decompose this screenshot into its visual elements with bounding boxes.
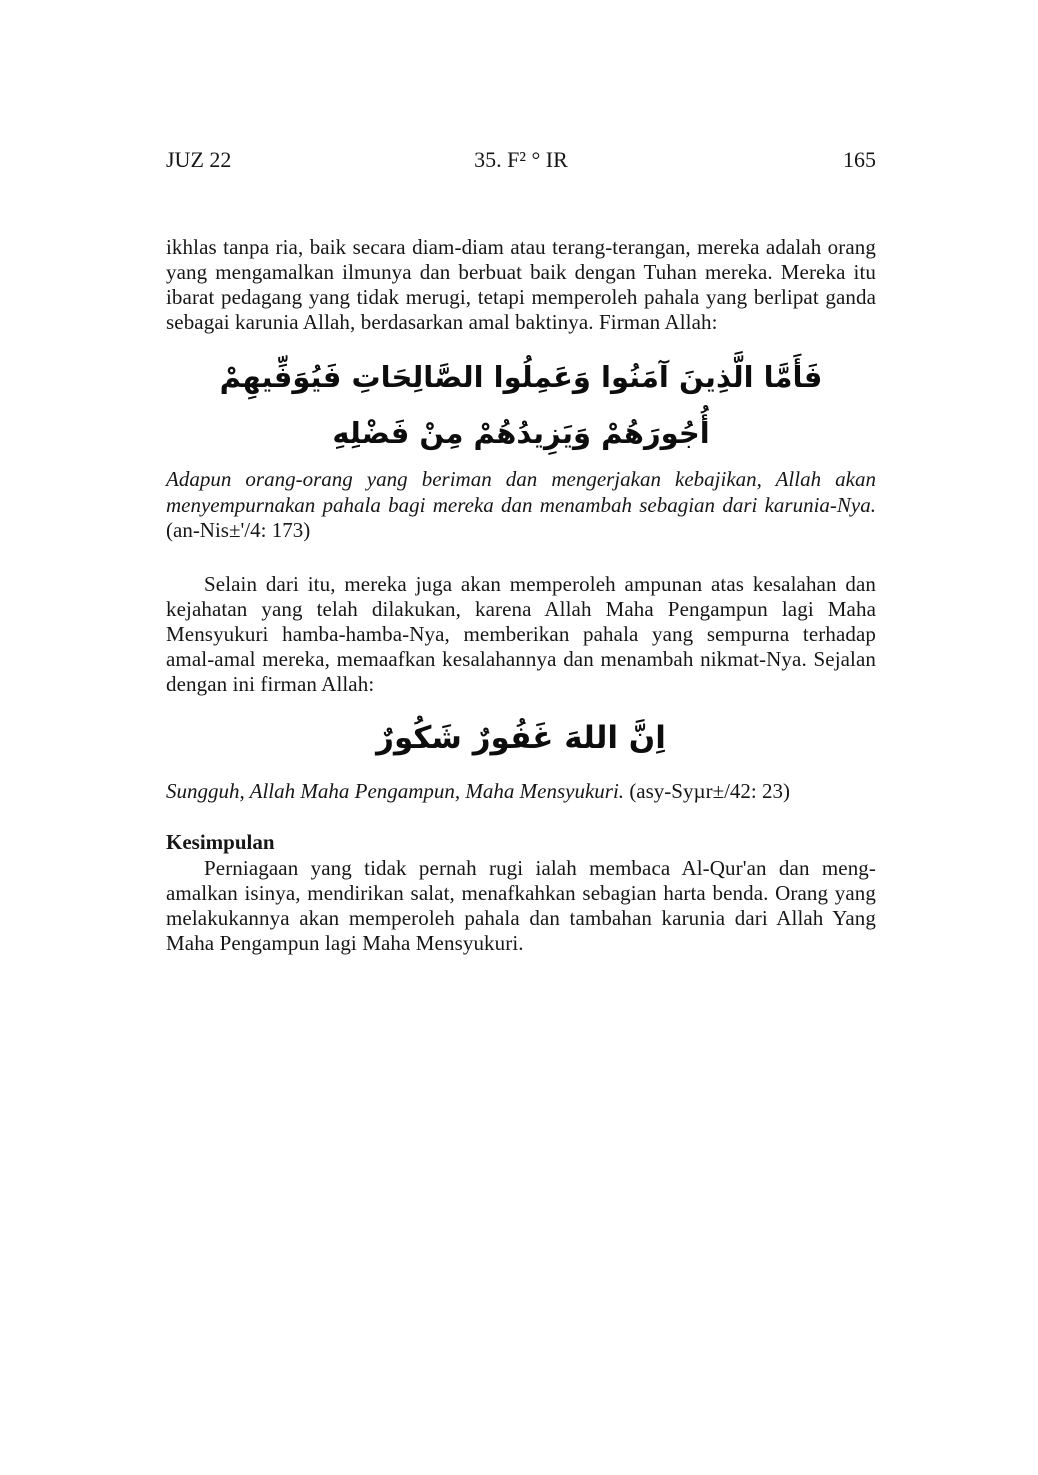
verse-reference-1: (an-Nis±'/4: 173) (166, 518, 311, 542)
arabic-verse-1: فَأَمَّا الَّذِينَ آمَنُوا وَعَمِلُوا الصَّالِحَاتِ فَيُوَفِّيهِمْ أُجُورَهُمْ وَيَزِيدُهُمْ مِنْ فَضْلِهِ (219, 360, 823, 450)
paragraph-kesimpulan: Perniagaan yang tidak pernah rugi ialah membaca Al-Qur'an dan meng-amalkan isinya, mendirikan salat, menafkahkan sebagian harta benda. Orang yang melakukannya akan memperoleh pahala dan tambahan karunia dari Allah Yang Maha Pengampun lagi Maha Mensyukuri. (166, 856, 876, 955)
translation-block-2 (166, 779, 876, 805)
page-number: 165 (843, 147, 876, 172)
kesimpulan-heading: Kesimpulan (166, 830, 275, 854)
translation-text-2: Sungguh, Allah Maha Pengampun, Maha Mensyukuri. (166, 778, 625, 803)
translation-block-1 (166, 467, 876, 544)
arabic-verse-2: اِنَّ اللهَ غَفُورٌ شَكُورٌ (376, 719, 666, 756)
paragraph-intro: ikhlas tanpa ria, baik secara diam-diam atau terang-terangan, mereka adalah orang yang mengamalkan ilmunya dan berbuat baik dengan Tuhan mereka. Mereka itu ibarat pedagang yang tidak merugi, tetapi memperoleh pahala yang berlipat ganda sebagai karunia Allah, berdasarkan amal baktinya. Firman Allah: (166, 235, 876, 334)
surah-title: 35. F² ° IR (474, 147, 568, 172)
verse-reference-2: (asy-Syµr±/42: 23) (629, 778, 791, 803)
translation-text-1: Adapun orang-orang yang beriman dan mengerjakan kebajikan, Allah akan menyempurnakan pahala bagi mereka dan menambah sebagian dari karunia-Nya. (166, 467, 876, 517)
page-header (166, 147, 876, 172)
page-content (166, 147, 876, 956)
juz-label: JUZ 22 (166, 147, 232, 172)
paragraph-ampunan: Selain dari itu, mereka juga akan memperoleh ampunan atas kesalahan dan kejahatan yang telah dilakukan, karena Allah Maha Pengampun lagi Maha Mensyukuri hamba-hamba-Nya, memberikan pahala yang sempurna terhadap amal-amal mereka, memaafkan kesalahannya dan menambah nikmat-Nya. Sejalan dengan ini firman Allah: (166, 571, 876, 696)
